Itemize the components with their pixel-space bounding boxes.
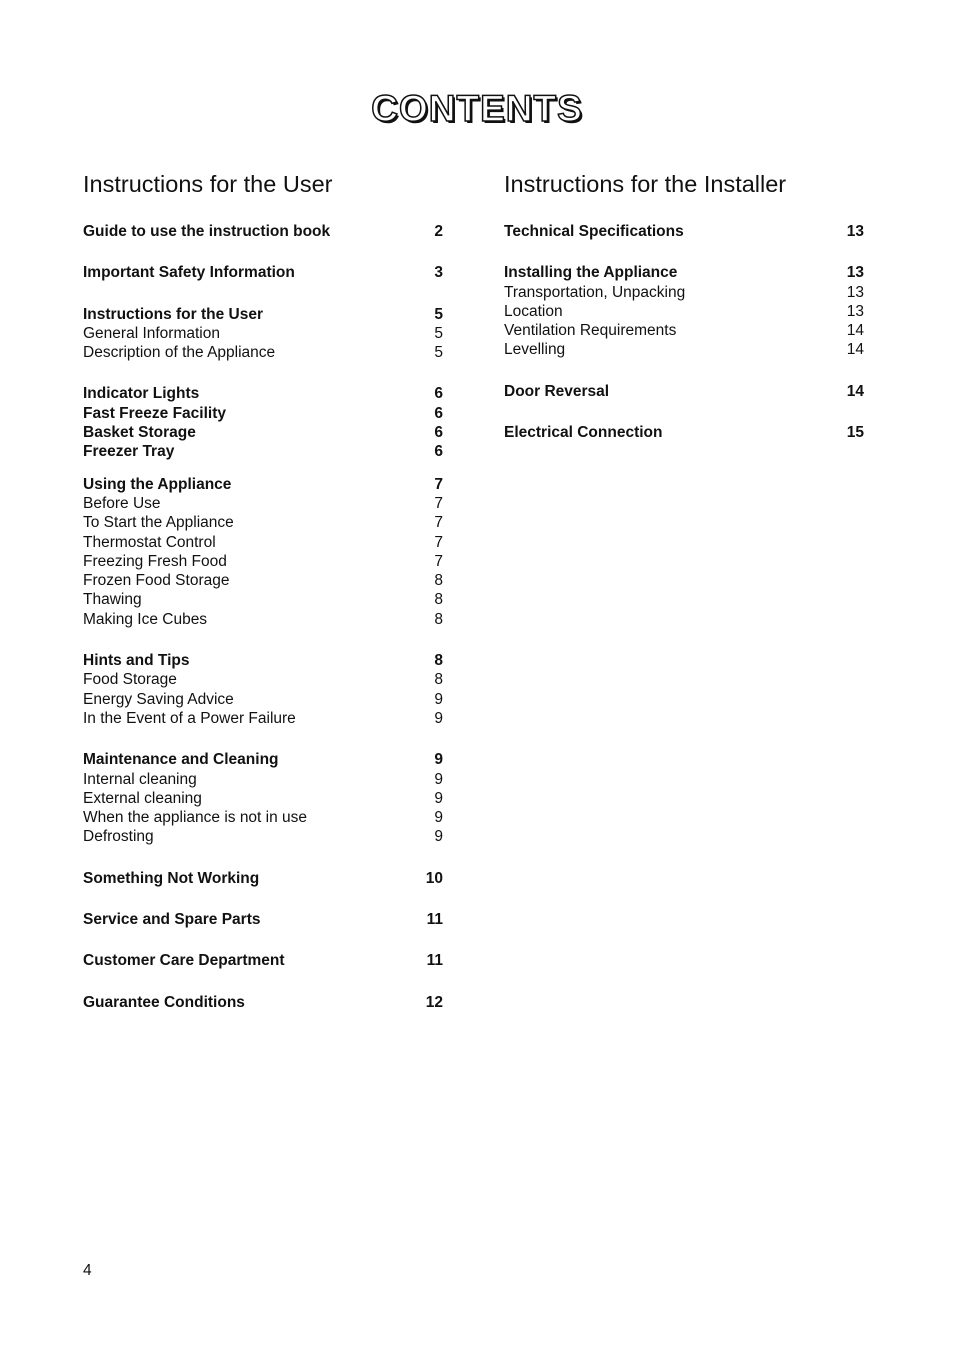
- toc-main-entry: [83, 750, 443, 769]
- toc-entry-label: Frozen Food Storage: [83, 572, 230, 590]
- toc-entry-label: Energy Saving Advice: [83, 690, 234, 708]
- column-heading-user: Instructions for the User: [83, 171, 333, 197]
- toc-section: [504, 222, 864, 241]
- toc-main-entry: [83, 222, 443, 241]
- toc-main-entry: [504, 423, 864, 442]
- toc-entry-label: Guarantee Conditions: [83, 993, 245, 1011]
- toc-sub-entry: [504, 283, 864, 302]
- toc-main-entry: [83, 951, 443, 970]
- toc-entry-label: Maintenance and Cleaning: [83, 751, 279, 769]
- toc-entry-page-number: 14: [846, 382, 864, 400]
- toc-section: [83, 951, 443, 970]
- toc-entry-page-number: 9: [434, 770, 443, 788]
- toc-entry-page-number: 5: [434, 324, 443, 342]
- toc-entry-page-number: 13: [846, 302, 864, 320]
- toc-entry-page-number: 6: [434, 385, 443, 403]
- toc-sub-entry: [83, 670, 443, 689]
- toc-main-entry: [83, 423, 443, 442]
- toc-entry-label: When the appliance is not in use: [83, 809, 308, 827]
- toc-entry-page-number: 5: [434, 305, 443, 323]
- toc-entry-label: Description of the Appliance: [83, 344, 276, 362]
- toc-entry-label: Internal cleaning: [83, 770, 197, 788]
- toc-sub-entry: [83, 770, 443, 789]
- toc-sub-entry: [83, 610, 443, 629]
- toc-entry-label: Using the Appliance: [83, 475, 232, 493]
- toc-entry-page-number: 11: [426, 952, 443, 970]
- toc-sub-entry: [504, 340, 864, 359]
- toc-entry-page-number: 2: [434, 223, 443, 240]
- toc-entry-page-number: 6: [434, 404, 443, 422]
- toc-entry-page-number: 13: [846, 223, 864, 240]
- toc-sub-entry: [83, 789, 443, 808]
- toc-sub-entry: [504, 302, 864, 321]
- toc-section: [504, 423, 864, 442]
- toc-entry-page-number: 13: [846, 264, 864, 282]
- toc-main-entry: [83, 910, 443, 929]
- toc-entry-page-number: 7: [434, 514, 443, 532]
- toc-section: [83, 222, 443, 241]
- page-title: CONTENTS: [371, 88, 583, 129]
- toc-entry-label: Indicator Lights: [83, 385, 200, 403]
- column-heading-installer: Instructions for the Installer: [504, 171, 787, 197]
- user-instructions-column: [83, 168, 443, 1034]
- toc-sub-entry: [83, 571, 443, 590]
- toc-sub-entry: [83, 343, 443, 362]
- toc-entry-label: Making Ice Cubes: [83, 610, 208, 628]
- installer-instructions-column: [504, 168, 864, 464]
- toc-entry-page-number: 14: [846, 322, 864, 340]
- toc-entry-label: External cleaning: [83, 789, 202, 807]
- toc-entry-label: Defrosting: [83, 828, 154, 846]
- toc-section: [83, 305, 443, 363]
- toc-section: [83, 869, 443, 888]
- toc-section: [83, 910, 443, 929]
- toc-entry-page-number: 14: [846, 341, 864, 359]
- toc-section: [83, 750, 443, 846]
- toc-entry-label: Transportation, Unpacking: [504, 283, 686, 301]
- toc-sub-entry: [83, 533, 443, 552]
- toc-sub-entry: [83, 690, 443, 709]
- toc-entry-label: Location: [504, 302, 563, 320]
- toc-entry-page-number: 10: [425, 869, 443, 887]
- toc-entry-page-number: 7: [434, 494, 443, 512]
- toc-entry-label: Guide to use the instruction book: [83, 223, 331, 240]
- toc-entry-page-number: 7: [434, 475, 443, 493]
- toc-section: [83, 475, 443, 629]
- toc-entry-page-number: 9: [434, 690, 443, 708]
- toc-entry-label: Customer Care Department: [83, 952, 285, 970]
- toc-entry-label: General Information: [83, 324, 220, 342]
- toc-main-entry: [83, 384, 443, 403]
- toc-entry-page-number: 8: [434, 591, 443, 609]
- toc-entry-page-number: 8: [434, 671, 443, 689]
- toc-entry-label: Technical Specifications: [504, 223, 684, 240]
- toc-entry-label: In the Event of a Power Failure: [83, 709, 296, 727]
- toc-main-entry: [83, 475, 443, 494]
- toc-main-entry: [83, 993, 443, 1012]
- toc-entry-page-number: 8: [434, 572, 443, 590]
- toc-section: [83, 384, 443, 461]
- toc-section: [83, 263, 443, 282]
- toc-entry-page-number: 13: [846, 283, 864, 301]
- toc-entry-label: Before Use: [83, 494, 161, 512]
- toc-entry-label: Fast Freeze Facility: [83, 404, 227, 422]
- toc-entry-label: Door Reversal: [504, 382, 610, 400]
- toc-entry-label: Electrical Connection: [504, 424, 663, 442]
- toc-section: [504, 382, 864, 401]
- toc-sub-entry: [83, 494, 443, 513]
- toc-main-entry: [83, 869, 443, 888]
- toc-sub-entry: [83, 513, 443, 532]
- toc-main-entry: [504, 222, 864, 241]
- toc-entry-label: Important Safety Information: [83, 264, 295, 282]
- toc-main-entry: [504, 263, 864, 282]
- toc-entry-label: Thawing: [83, 591, 142, 609]
- toc-sub-entry: [83, 324, 443, 343]
- toc-entry-label: Freezer Tray: [83, 443, 175, 461]
- toc-entry-page-number: 6: [434, 424, 443, 442]
- toc-main-entry: [83, 651, 443, 670]
- toc-main-entry: [83, 305, 443, 324]
- toc-entry-label: Thermostat Control: [83, 533, 216, 551]
- toc-sub-entry: [83, 827, 443, 846]
- toc-sub-entry: [83, 590, 443, 609]
- toc-entry-label: Hints and Tips: [83, 652, 190, 670]
- toc-entry-label: Levelling: [504, 341, 566, 359]
- toc-main-entry: [83, 442, 443, 461]
- toc-entry-page-number: 6: [434, 443, 443, 461]
- toc-entry-page-number: 8: [434, 652, 443, 670]
- toc-entry-label: Something Not Working: [83, 869, 260, 887]
- toc-entry-page-number: 12: [425, 993, 443, 1011]
- toc-main-entry: [83, 263, 443, 282]
- toc-main-entry: [83, 404, 443, 423]
- page-number: 4: [83, 1262, 92, 1279]
- toc-entry-page-number: 5: [434, 344, 443, 362]
- toc-section: [83, 993, 443, 1012]
- toc-entry-page-number: 9: [434, 809, 443, 827]
- toc-main-entry: [504, 382, 864, 401]
- toc-entry-label: Ventilation Requirements: [504, 322, 677, 340]
- toc-entry-page-number: 7: [434, 552, 443, 570]
- toc-sub-entry: [83, 709, 443, 728]
- toc-entry-page-number: 9: [434, 709, 443, 727]
- toc-entry-label: Service and Spare Parts: [83, 911, 261, 929]
- toc-entry-label: Food Storage: [83, 671, 177, 689]
- toc-sub-entry: [83, 808, 443, 827]
- toc-entry-label: Instructions for the User: [83, 305, 263, 323]
- toc-entry-page-number: 9: [434, 828, 443, 846]
- toc-entry-page-number: 9: [434, 789, 443, 807]
- toc-entry-label: Installing the Appliance: [504, 264, 678, 282]
- toc-section: [83, 651, 443, 728]
- toc-sub-entry: [83, 552, 443, 571]
- toc-entry-page-number: 11: [426, 911, 443, 929]
- toc-section: [504, 263, 864, 359]
- toc-entry-page-number: 8: [434, 610, 443, 628]
- toc-entry-page-number: 7: [434, 533, 443, 551]
- toc-entry-label: Basket Storage: [83, 424, 196, 442]
- toc-entry-label: Freezing Fresh Food: [83, 552, 227, 570]
- toc-entry-page-number: 3: [434, 264, 443, 282]
- toc-entry-page-number: 9: [434, 751, 443, 769]
- toc-entry-page-number: 15: [846, 424, 864, 442]
- toc-entry-label: To Start the Appliance: [83, 514, 234, 532]
- toc-sub-entry: [504, 321, 864, 340]
